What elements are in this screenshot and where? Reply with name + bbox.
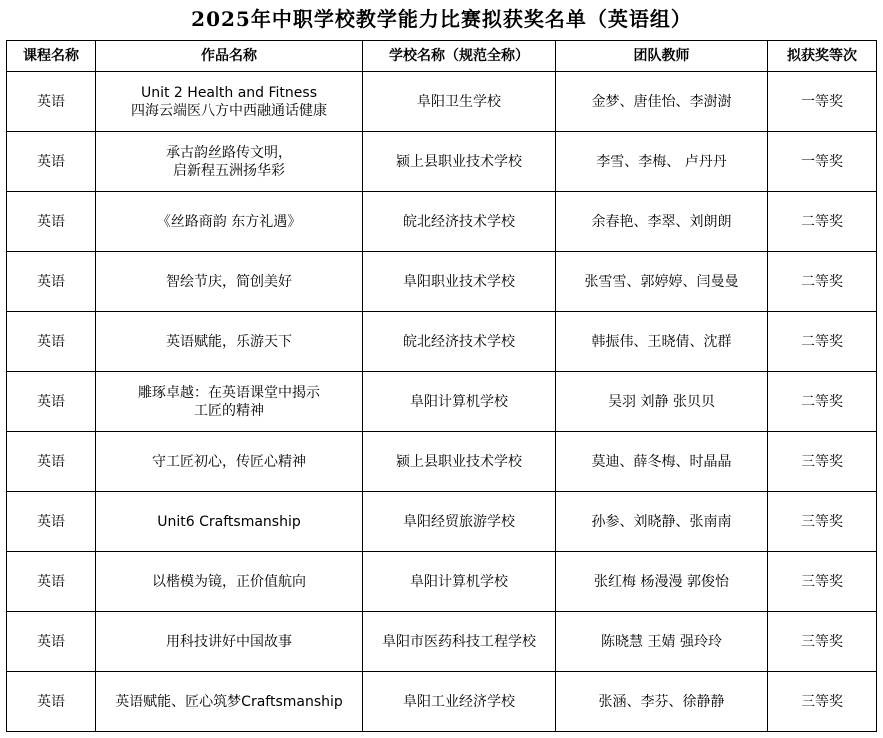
cell-school-name: 阜阳职业技术学校 xyxy=(363,252,556,312)
cell-course-name: 英语 xyxy=(7,552,96,612)
work-name-line: 用科技讲好中国故事 xyxy=(166,633,292,650)
cell-award-level: 三等奖 xyxy=(768,672,877,732)
cell-work-name xyxy=(96,552,363,612)
cell-team-teachers: 金梦、唐佳怡、李澍澍 xyxy=(556,72,768,132)
cell-award-level: 二等奖 xyxy=(768,312,877,372)
cell-award-level: 三等奖 xyxy=(768,492,877,552)
work-name-line: 英语赋能、匠心筑梦Craftsmanship xyxy=(115,693,343,710)
work-name-line: 智绘节庆，简创美好 xyxy=(166,273,292,290)
cell-school-name: 阜阳卫生学校 xyxy=(363,72,556,132)
cell-work-name xyxy=(96,312,363,372)
cell-school-name: 阜阳经贸旅游学校 xyxy=(363,492,556,552)
cell-award-level: 三等奖 xyxy=(768,552,877,612)
table-row xyxy=(7,492,877,552)
work-name-line: Unit6 Craftsmanship xyxy=(157,513,301,530)
table-row xyxy=(7,612,877,672)
cell-team-teachers: 莫迪、薛冬梅、时晶晶 xyxy=(556,432,768,492)
work-name-line: 以楷模为镜，正价值航向 xyxy=(152,573,306,590)
cell-award-level: 三等奖 xyxy=(768,432,877,492)
cell-school-name: 阜阳计算机学校 xyxy=(363,372,556,432)
cell-team-teachers: 孙参、刘晓静、张南南 xyxy=(556,492,768,552)
cell-course-name: 英语 xyxy=(7,252,96,312)
header-work-name: 作品名称 xyxy=(96,41,363,72)
cell-school-name: 阜阳工业经济学校 xyxy=(363,672,556,732)
cell-work-name xyxy=(96,252,363,312)
cell-work-name xyxy=(96,612,363,672)
cell-award-level: 一等奖 xyxy=(768,72,877,132)
table-row xyxy=(7,312,877,372)
header-award-level: 拟获奖等次 xyxy=(768,41,877,72)
cell-course-name: 英语 xyxy=(7,372,96,432)
cell-school-name: 颍上县职业技术学校 xyxy=(363,132,556,192)
work-name-line: 启新程五洲扬华彩 xyxy=(173,162,285,179)
cell-team-teachers: 余春艳、李翠、刘朗朗 xyxy=(556,192,768,252)
work-name-line: 雕琢卓越：在英语课堂中揭示 xyxy=(138,384,320,401)
cell-award-level: 二等奖 xyxy=(768,252,877,312)
cell-award-level: 三等奖 xyxy=(768,612,877,672)
cell-work-name xyxy=(96,432,363,492)
table-row xyxy=(7,72,877,132)
cell-team-teachers: 张涵、李芬、徐静静 xyxy=(556,672,768,732)
cell-team-teachers: 李雪、李梅、 卢丹丹 xyxy=(556,132,768,192)
cell-team-teachers: 张雪雪、郭婷婷、闫曼曼 xyxy=(556,252,768,312)
cell-school-name: 阜阳计算机学校 xyxy=(363,552,556,612)
table-row xyxy=(7,672,877,732)
table-row xyxy=(7,372,877,432)
header-course-name: 课程名称 xyxy=(7,41,96,72)
cell-school-name: 颍上县职业技术学校 xyxy=(363,432,556,492)
cell-course-name: 英语 xyxy=(7,492,96,552)
work-name-line: 守工匠初心，传匠心精神 xyxy=(152,453,306,470)
work-name-line: 《丝路商韵 东方礼遇》 xyxy=(156,213,302,230)
work-name-line: 英语赋能，乐游天下 xyxy=(166,333,292,350)
cell-course-name: 英语 xyxy=(7,72,96,132)
cell-course-name: 英语 xyxy=(7,672,96,732)
work-name-line: 四海云端医八方中西融通话健康 xyxy=(131,102,327,119)
cell-award-level: 二等奖 xyxy=(768,192,877,252)
table-row xyxy=(7,252,877,312)
cell-work-name xyxy=(96,132,363,192)
header-team-teachers: 团队教师 xyxy=(556,41,768,72)
cell-course-name: 英语 xyxy=(7,312,96,372)
table-header-row xyxy=(7,41,877,72)
table-row xyxy=(7,132,877,192)
cell-team-teachers: 陈晓慧 王婧 强玲玲 xyxy=(556,612,768,672)
cell-team-teachers: 韩振伟、王晓倩、沈群 xyxy=(556,312,768,372)
cell-course-name: 英语 xyxy=(7,612,96,672)
table-row xyxy=(7,192,877,252)
cell-course-name: 英语 xyxy=(7,192,96,252)
cell-school-name: 阜阳市医药科技工程学校 xyxy=(363,612,556,672)
work-name-line: Unit 2 Health and Fitness xyxy=(140,84,317,101)
cell-award-level: 一等奖 xyxy=(768,132,877,192)
cell-team-teachers: 张红梅 杨漫漫 郭俊怡 xyxy=(556,552,768,612)
work-name-line: 承古韵丝路传文明， xyxy=(166,144,292,161)
work-name-line: 工匠的精神 xyxy=(194,402,264,419)
award-list-table xyxy=(6,40,877,732)
cell-school-name: 皖北经济技术学校 xyxy=(363,192,556,252)
cell-award-level: 二等奖 xyxy=(768,372,877,432)
cell-work-name xyxy=(96,672,363,732)
cell-work-name xyxy=(96,72,363,132)
document-title: 2025年中职学校教学能力比赛拟获奖名单（英语组） xyxy=(191,7,692,31)
cell-course-name: 英语 xyxy=(7,132,96,192)
cell-school-name: 皖北经济技术学校 xyxy=(363,312,556,372)
cell-work-name xyxy=(96,372,363,432)
cell-course-name: 英语 xyxy=(7,432,96,492)
cell-work-name xyxy=(96,192,363,252)
header-school-name: 学校名称（规范全称） xyxy=(363,41,556,72)
table-row xyxy=(7,552,877,612)
cell-team-teachers: 吴羽 刘静 张贝贝 xyxy=(556,372,768,432)
table-row xyxy=(7,432,877,492)
cell-work-name xyxy=(96,492,363,552)
